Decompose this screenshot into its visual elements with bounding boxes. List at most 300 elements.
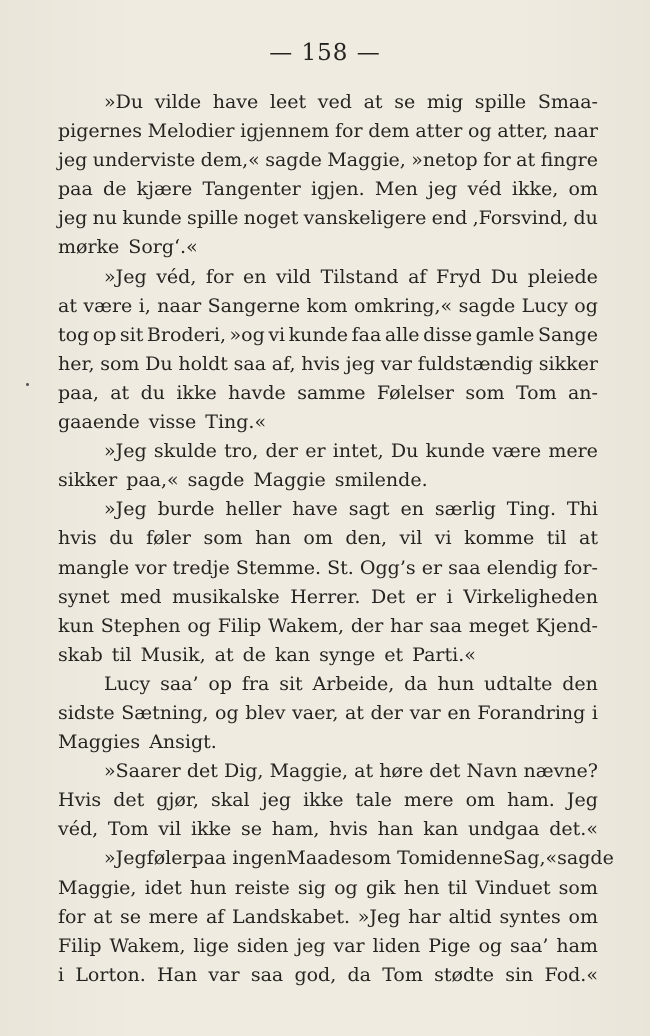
word: Sorg‘.« <box>128 236 198 259</box>
text-line <box>58 233 598 262</box>
word: véd, <box>156 265 197 288</box>
word: kunde <box>425 440 485 463</box>
word: vil <box>399 527 423 550</box>
word: for <box>483 149 511 172</box>
word: Lorton. <box>75 963 146 986</box>
word: jeg <box>345 352 376 375</box>
word: tredje <box>172 556 230 579</box>
word: syntes <box>499 905 561 928</box>
word: paa ingen <box>191 847 287 870</box>
word: det <box>186 760 218 783</box>
word: stødte <box>434 963 494 986</box>
word: musikalske <box>172 585 280 608</box>
word: igjennem <box>240 120 330 143</box>
word: Du <box>490 265 519 288</box>
word: som <box>465 381 505 404</box>
word: en <box>243 265 267 288</box>
word: sagt <box>348 498 390 521</box>
word: mangle <box>58 556 130 579</box>
word: Jeg <box>566 789 598 812</box>
word: Thi <box>566 498 598 521</box>
text-line <box>58 815 598 844</box>
word: og <box>187 614 211 637</box>
word: var <box>409 701 441 724</box>
word: ved <box>317 91 352 113</box>
word: vild <box>276 265 312 288</box>
word: Parti.« <box>412 643 476 666</box>
word: om <box>568 178 598 201</box>
word: en <box>447 701 471 724</box>
text-line <box>58 350 598 379</box>
word: Ogg’s <box>359 556 416 579</box>
word: Tom <box>515 381 557 404</box>
word: nu <box>92 207 118 230</box>
word: omkring,« <box>353 294 453 317</box>
word: reiste <box>234 876 290 899</box>
word: Du <box>390 440 419 463</box>
word: kan <box>275 643 311 666</box>
word: at <box>344 701 364 724</box>
word: synet <box>58 585 110 608</box>
word: mere <box>403 789 454 812</box>
word: liden <box>372 934 421 957</box>
text-line <box>58 263 598 292</box>
word: han <box>255 527 291 550</box>
word: til <box>111 643 132 666</box>
word: underviste <box>92 149 196 172</box>
word: vi <box>268 323 286 346</box>
word: da <box>404 672 428 695</box>
word: vaer, <box>292 701 339 724</box>
word: Filip <box>58 934 102 957</box>
word: gjør, <box>156 789 199 812</box>
word: siden <box>236 934 289 957</box>
word: god, <box>294 963 337 986</box>
word: har <box>408 905 441 928</box>
word: fuldstændig <box>417 352 534 375</box>
word: Hvis <box>58 789 102 812</box>
word: kunde <box>122 207 182 230</box>
word: sagde <box>187 469 245 492</box>
word: du <box>109 527 134 550</box>
word: i <box>58 963 65 986</box>
word: paa,« <box>126 469 179 492</box>
word: meget <box>468 614 529 637</box>
word: sig <box>297 876 326 899</box>
word: han <box>377 818 414 841</box>
word: hvis <box>58 527 97 550</box>
word: Wakem, <box>268 614 345 637</box>
word: er <box>421 556 443 579</box>
word: Maade <box>286 847 352 870</box>
word: Tilstand <box>320 265 399 288</box>
word: og <box>215 701 239 724</box>
word: hvis <box>301 352 341 375</box>
word: samme <box>297 381 366 404</box>
word: se <box>394 91 416 113</box>
word: Lucy <box>104 672 151 695</box>
word: burde <box>157 498 215 521</box>
word: og <box>478 934 503 957</box>
word: Navn <box>466 760 518 783</box>
word: for <box>334 120 363 143</box>
word: Maggie, <box>58 876 137 899</box>
word: som <box>100 352 140 375</box>
word: Dig, <box>223 760 264 783</box>
word: udtalte <box>484 672 553 695</box>
word: Pige <box>428 934 471 957</box>
print-speck <box>26 383 29 386</box>
word: »Jeg <box>104 440 147 463</box>
word: Det <box>371 585 406 608</box>
word: Stephen <box>100 614 181 637</box>
word: Arbeide, <box>312 672 395 695</box>
word: Ansigt. <box>149 731 217 754</box>
word: som <box>558 876 598 899</box>
word: pleiede <box>527 265 598 288</box>
word: se <box>119 905 141 928</box>
page-number: — 158 — <box>269 40 381 66</box>
word: mig <box>426 91 464 113</box>
word: var <box>333 934 365 957</box>
word: spille <box>187 207 239 230</box>
word: at <box>354 760 374 783</box>
word: det <box>113 789 145 812</box>
text-line <box>58 641 598 670</box>
word: faa <box>351 323 382 346</box>
word: sin <box>505 963 534 986</box>
word: mere <box>148 905 199 928</box>
word: Maggie, <box>327 149 406 172</box>
word: og <box>468 120 492 143</box>
word: særlig <box>434 498 496 521</box>
text-line <box>58 175 598 204</box>
word: har <box>390 614 423 637</box>
word: spille <box>474 91 527 113</box>
word: komme <box>464 527 535 550</box>
word: skulde <box>153 440 217 463</box>
word: leet <box>269 91 307 113</box>
word: ikke <box>176 381 217 404</box>
word: Stemme. <box>235 556 322 579</box>
word: undgaa <box>468 818 540 841</box>
text-line <box>58 844 614 873</box>
word: som <box>203 527 243 550</box>
word: »og <box>229 323 265 346</box>
word: pigernes <box>58 120 142 143</box>
text-line <box>58 903 598 932</box>
word: sagde <box>557 847 614 870</box>
word: der <box>350 614 384 637</box>
word: sagde <box>458 294 516 317</box>
word: skal <box>210 789 250 812</box>
word: gamle <box>475 323 535 346</box>
word: var <box>380 352 412 375</box>
word: tog <box>58 323 90 346</box>
word: til <box>447 876 468 899</box>
word: Herrer. <box>290 585 361 608</box>
word: jeg <box>261 789 292 812</box>
word: de <box>242 643 267 666</box>
word: der <box>265 440 298 463</box>
word: atter <box>415 120 463 143</box>
word: jeg <box>58 149 88 172</box>
word: Han <box>157 963 198 986</box>
word: Tom <box>382 963 423 986</box>
word: Fod.« <box>544 963 598 986</box>
word: som Tom <box>351 847 438 870</box>
word: da <box>347 963 371 986</box>
word: i <box>437 847 444 870</box>
word: vil <box>158 818 182 841</box>
word: den, <box>345 527 387 550</box>
word: disse <box>423 323 473 346</box>
word: hun <box>437 672 475 695</box>
word: og <box>574 294 598 317</box>
text-line <box>58 728 598 757</box>
word: igjen. <box>311 178 365 201</box>
word: og <box>334 876 358 899</box>
word: i, <box>138 294 151 317</box>
word: Smaa- <box>537 91 598 113</box>
word: jeg <box>296 934 326 957</box>
word: have <box>212 91 259 113</box>
word: dem,« <box>200 149 260 172</box>
word: saa <box>429 614 462 637</box>
body-text <box>58 88 614 990</box>
word: er <box>415 585 437 608</box>
word: Melodier <box>147 120 235 143</box>
text-line <box>58 146 598 175</box>
word: Forandring <box>477 701 586 724</box>
text-line <box>58 932 598 961</box>
word: denne <box>443 847 503 870</box>
word: Virkeligheden <box>463 585 598 608</box>
word: om <box>568 905 598 928</box>
word: sit <box>119 323 144 346</box>
word: mere <box>548 440 598 463</box>
word: det.« <box>549 818 598 841</box>
word: naar <box>553 120 598 143</box>
word: var <box>208 963 240 986</box>
word: her, <box>58 352 95 375</box>
word: i <box>591 701 598 724</box>
word: »Jeg <box>357 905 401 928</box>
text-line <box>58 961 598 990</box>
word: Tom <box>107 818 149 841</box>
word: at <box>214 643 234 666</box>
word: med <box>120 585 162 608</box>
word: visse <box>148 411 197 434</box>
word: kunde <box>288 323 349 346</box>
word: høre <box>379 760 424 783</box>
text-line <box>58 466 598 495</box>
text-line <box>58 874 598 903</box>
word: Ting.« <box>205 411 267 434</box>
word: Fryd <box>436 265 482 288</box>
word: »netop <box>411 149 478 172</box>
word: jeg <box>58 207 88 230</box>
word: saa’ <box>160 672 199 695</box>
word: være <box>83 294 133 317</box>
word: altid <box>448 905 492 928</box>
word: det <box>429 760 461 783</box>
word: ham. <box>507 789 555 812</box>
word: tale <box>355 789 392 812</box>
word: sidste <box>58 701 115 724</box>
word: om <box>465 789 496 812</box>
word: idet <box>144 876 182 899</box>
word: elendig <box>486 556 558 579</box>
word: nævne? <box>523 760 598 783</box>
word: at <box>110 381 130 404</box>
word: Sangerne <box>207 294 301 317</box>
word: dem <box>368 120 410 143</box>
text-line <box>58 524 598 553</box>
word: i <box>446 585 453 608</box>
word: »Jeg <box>104 265 147 288</box>
text-line <box>58 699 598 728</box>
text-line <box>58 321 598 350</box>
word: sagde <box>265 149 322 172</box>
word: sikker <box>538 352 598 375</box>
word: paa <box>58 178 93 201</box>
word: Broderi, <box>146 323 227 346</box>
word: Landskabet. <box>232 905 351 928</box>
word: have <box>292 498 338 521</box>
word: af, <box>271 352 296 375</box>
text-line <box>58 495 598 524</box>
word: intet, <box>332 440 384 463</box>
word: saa <box>233 352 267 375</box>
word: de <box>103 178 127 201</box>
text-line <box>58 408 598 437</box>
word: se <box>241 818 263 841</box>
word: kjære <box>136 178 193 201</box>
word: en <box>400 498 424 521</box>
word: St. <box>327 556 354 579</box>
word: naar <box>157 294 202 317</box>
word: paa, <box>58 381 99 404</box>
word: Sætning, <box>121 701 209 724</box>
word: atter, <box>497 120 549 143</box>
word: gaaende <box>58 411 140 434</box>
word: for <box>58 905 86 928</box>
word: holdt <box>178 352 228 375</box>
word: ikke, <box>511 178 559 201</box>
word: der <box>370 701 403 724</box>
word: véd, <box>58 818 99 841</box>
word: den <box>562 672 598 695</box>
word: for- <box>563 556 598 579</box>
word: »Saarer <box>104 760 181 783</box>
word: an- <box>567 381 598 404</box>
word: kom <box>306 294 348 317</box>
word: er <box>305 440 326 463</box>
word: at <box>363 91 383 113</box>
word: Kjend- <box>535 614 598 637</box>
word: gik <box>365 876 396 899</box>
word: ham <box>556 934 598 957</box>
word: alle <box>384 323 420 346</box>
word: af <box>205 905 225 928</box>
word: op <box>208 672 233 695</box>
word: kan <box>423 818 459 841</box>
text-line <box>58 757 598 786</box>
text-line <box>58 88 598 117</box>
word: Du <box>145 352 173 375</box>
word: Musik, <box>140 643 206 666</box>
word: fingre <box>540 149 598 172</box>
word: Følelser <box>376 381 454 404</box>
word: »Jeg <box>104 498 147 521</box>
word: véd <box>467 178 502 201</box>
word: jeg <box>428 178 458 201</box>
word: ikke <box>190 818 232 841</box>
word: du <box>140 381 165 404</box>
word: ham, <box>271 818 320 841</box>
word: synge <box>319 643 376 666</box>
word: hvis <box>329 818 368 841</box>
word: Maggies <box>58 731 141 754</box>
word: mørke <box>58 236 120 259</box>
word: op <box>92 323 117 346</box>
word: om <box>303 527 333 550</box>
word: tro, <box>224 440 259 463</box>
word: vi <box>434 527 452 550</box>
word: »Du <box>104 91 144 113</box>
word: vilde <box>154 91 202 113</box>
text-line <box>58 612 598 641</box>
word: Tangenter <box>202 178 301 201</box>
text-line <box>58 292 598 321</box>
word: du <box>573 207 598 230</box>
word: at <box>516 149 536 172</box>
text-line <box>58 554 598 583</box>
word: lige <box>193 934 229 957</box>
text-line <box>58 379 598 408</box>
word: sit <box>279 672 303 695</box>
word: et <box>384 643 404 666</box>
word: at <box>93 905 113 928</box>
word: Filip <box>217 614 262 637</box>
word: end <box>431 207 468 230</box>
text-line <box>58 204 598 233</box>
word: Wakem, <box>109 934 186 957</box>
word: være <box>492 440 542 463</box>
word: Ting. <box>506 498 556 521</box>
word: kun <box>58 614 94 637</box>
word: Vinduet <box>475 876 551 899</box>
word: at <box>579 527 598 550</box>
word: til <box>546 527 567 550</box>
word: Maggie, <box>269 760 349 783</box>
word: vanskeligere <box>303 207 427 230</box>
text-line <box>58 670 598 699</box>
word: Sag,« <box>503 847 558 870</box>
word: heller <box>225 498 282 521</box>
word: Maggie <box>253 469 326 492</box>
word: sikker <box>58 469 118 492</box>
word: saa <box>448 556 481 579</box>
word: hun <box>189 876 227 899</box>
word: Lucy <box>521 294 568 317</box>
word: føler <box>146 527 191 550</box>
word: saa’ <box>509 934 549 957</box>
word: »Jeg <box>104 847 147 870</box>
word: for <box>205 265 234 288</box>
word: blev <box>245 701 286 724</box>
